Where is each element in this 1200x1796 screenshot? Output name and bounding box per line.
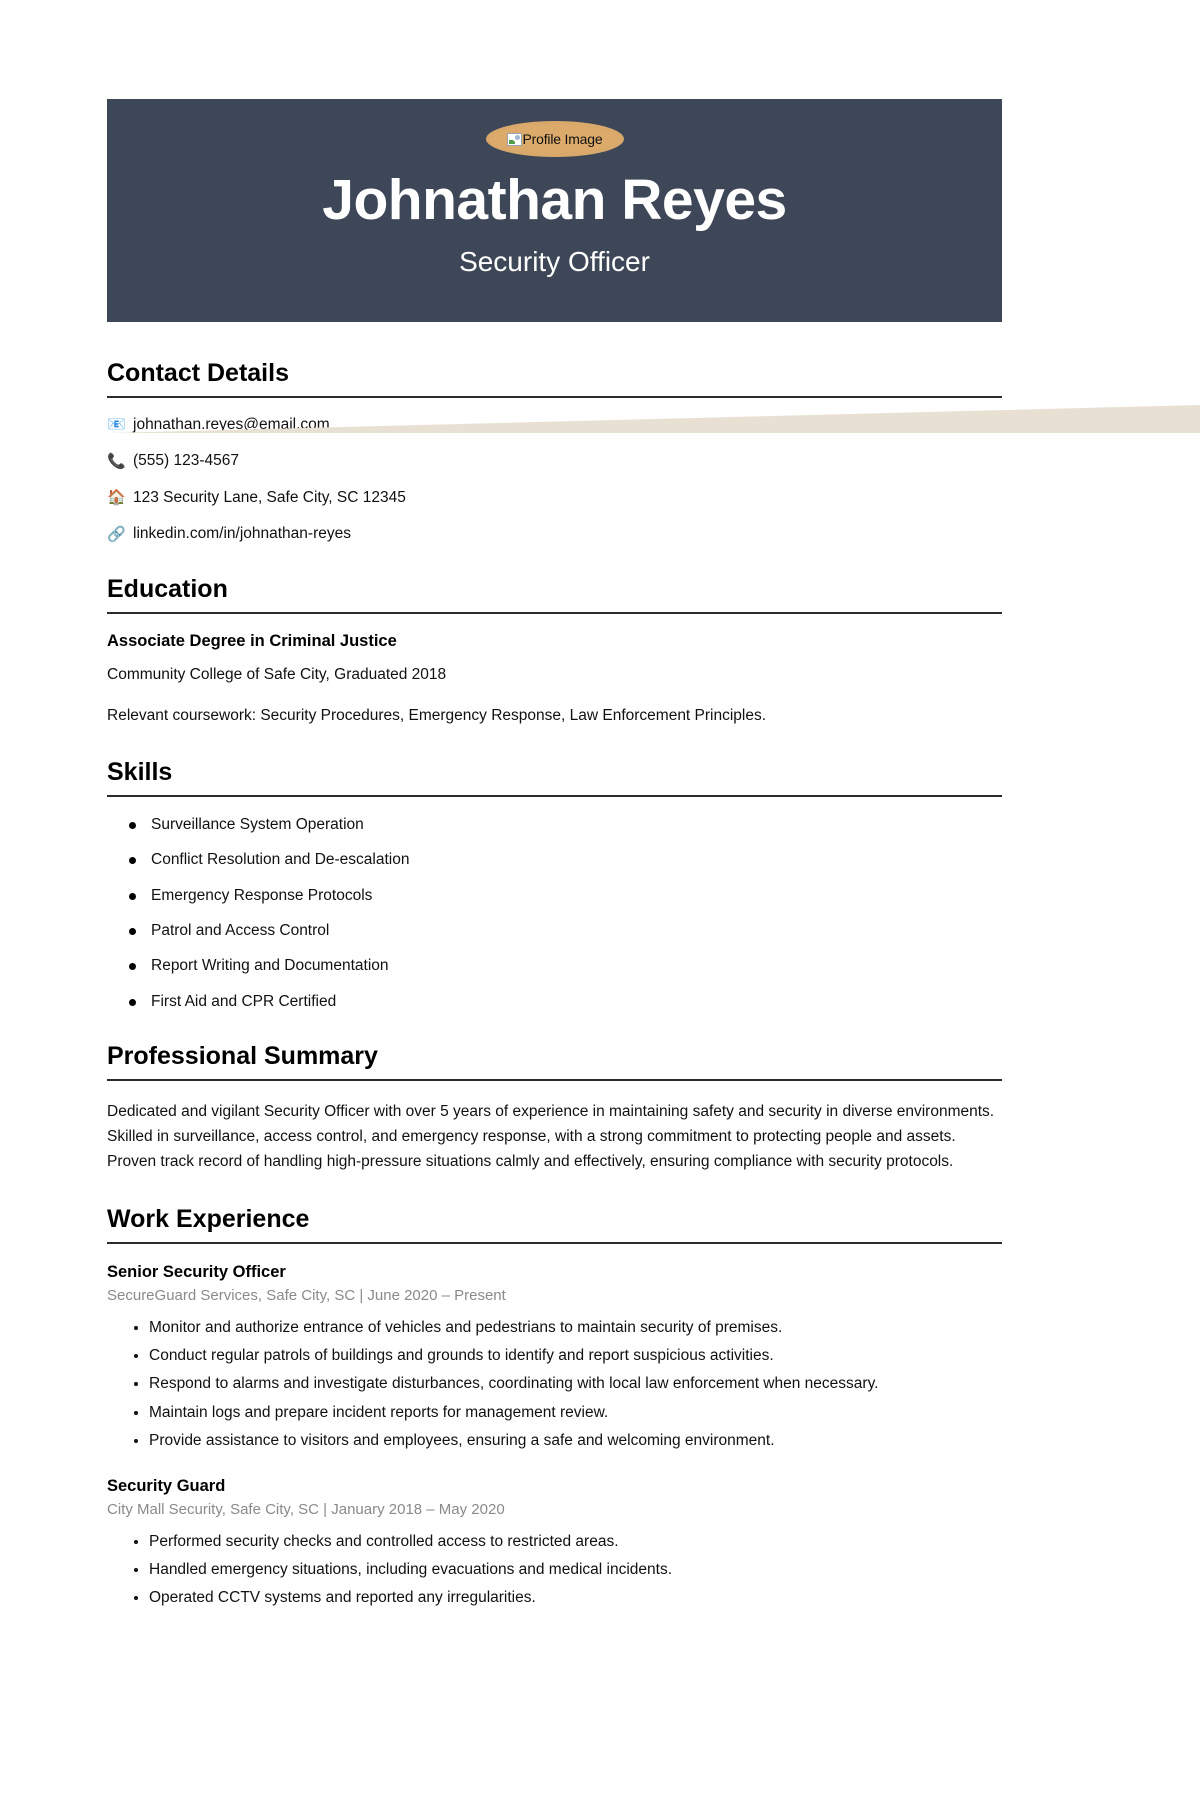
job-entry — [107, 1262, 1002, 1450]
contact-item-linkedin[interactable] — [107, 525, 1002, 544]
contact-item-phone[interactable] — [107, 452, 1002, 471]
skills-list — [107, 815, 1002, 1011]
contact-value-phone: (555) 123-4567 — [133, 452, 239, 470]
job-meta: SecureGuard Services, Safe City, SC | June 2020 – Present — [107, 1287, 506, 1305]
list-item: • Respond to alarms and investigate disturbances, coordinating with local law enforcement when necessary. — [149, 1374, 1002, 1393]
header-wedge-decoration — [107, 405, 1200, 433]
list-item: Patrol and Access Control — [129, 921, 1002, 940]
education-degree: Associate Degree in Criminal Justice — [107, 632, 397, 651]
list-item: • Provide assistance to visitors and employees, ensuring a safe and welcoming environment. — [149, 1431, 1002, 1450]
list-item: Surveillance System Operation — [129, 815, 1002, 834]
page-title: Johnathan Reyes — [322, 168, 787, 232]
job-entry — [107, 1476, 1002, 1607]
contact-value-address: 123 Security Lane, Safe City, SC 12345 — [133, 488, 406, 506]
list-item: Emergency Response Protocols — [129, 886, 1002, 905]
job-role: Security Guard — [107, 1477, 226, 1496]
resume-header — [107, 99, 1002, 322]
section-heading-education: Education — [107, 575, 228, 604]
list-item: • Conduct regular patrols of buildings and grounds to identify and report suspicious activities. — [149, 1346, 1002, 1365]
section-contact-details — [107, 358, 1002, 544]
contact-item-address[interactable] — [107, 489, 1002, 508]
broken-image-icon — [507, 133, 522, 146]
section-divider — [107, 795, 1002, 797]
header-job-title: Security Officer — [459, 245, 650, 277]
job-bullet-list — [107, 1318, 1002, 1451]
section-heading-skills: Skills — [107, 757, 173, 786]
summary-paragraph: Dedicated and vigilant Security Officer with over 5 years of experience in maintaining safety and security in diverse environments. Skilled in surveillance, access control, and emergency response, with a strong commitment to protecting people and assets. Proven track record of handling high-pressure situations calmly and effectively, ensuring compliance with security protocols. — [107, 1103, 995, 1171]
education-coursework: Relevant coursework: Security Procedures, Emergency Response, Law Enforcement Principles. — [107, 706, 767, 724]
wedge-shape — [107, 405, 1200, 433]
job-meta: City Mall Security, Safe City, SC | January 2018 – May 2020 — [107, 1501, 505, 1519]
section-education — [107, 574, 1002, 727]
section-heading-experience: Work Experience — [107, 1205, 310, 1234]
avatar-alt-text: Profile Image — [522, 131, 603, 147]
list-item: • Monitor and authorize entrance of vehicles and pedestrians to maintain security of premises. — [149, 1318, 1002, 1337]
section-heading-summary: Professional Summary — [107, 1042, 378, 1071]
section-skills — [107, 757, 1002, 1011]
contact-value-linkedin: linkedin.com/in/johnathan-reyes — [133, 525, 351, 543]
header-band — [107, 99, 1002, 322]
avatar — [486, 121, 624, 157]
list-item: • Operated CCTV systems and reported any irregularities. — [149, 1588, 1002, 1607]
link-icon: 🔗 — [107, 525, 126, 543]
section-heading-contact: Contact Details — [107, 358, 289, 387]
resume-page — [0, 99, 1200, 1796]
job-role: Senior Security Officer — [107, 1263, 286, 1282]
job-bullet-list — [107, 1532, 1002, 1608]
home-icon: 🏠 — [107, 489, 126, 507]
list-item: First Aid and CPR Certified — [129, 992, 1002, 1011]
broken-image-placeholder — [507, 125, 603, 153]
resume-body — [107, 322, 1002, 1608]
section-work-experience — [107, 1204, 1002, 1607]
section-professional-summary — [107, 1041, 1002, 1174]
contact-value-email: johnathan.reyes@email.com — [133, 415, 330, 433]
section-divider — [107, 1079, 1002, 1081]
section-divider — [107, 1242, 1002, 1244]
section-divider — [107, 396, 1002, 398]
list-item: Report Writing and Documentation — [129, 956, 1002, 975]
list-item: • Handled emergency situations, including evacuations and medical incidents. — [149, 1560, 1002, 1579]
list-item: Conflict Resolution and De-escalation — [129, 850, 1002, 869]
list-item: • Performed security checks and controlled access to restricted areas. — [149, 1532, 1002, 1551]
education-institution: Community College of Safe City, Graduated 2018 — [107, 666, 447, 684]
email-icon: 📧 — [107, 415, 126, 433]
contact-list — [107, 416, 1002, 544]
phone-icon: 📞 — [107, 452, 126, 470]
section-divider — [107, 612, 1002, 614]
list-item: • Maintain logs and prepare incident reports for management review. — [149, 1403, 1002, 1422]
